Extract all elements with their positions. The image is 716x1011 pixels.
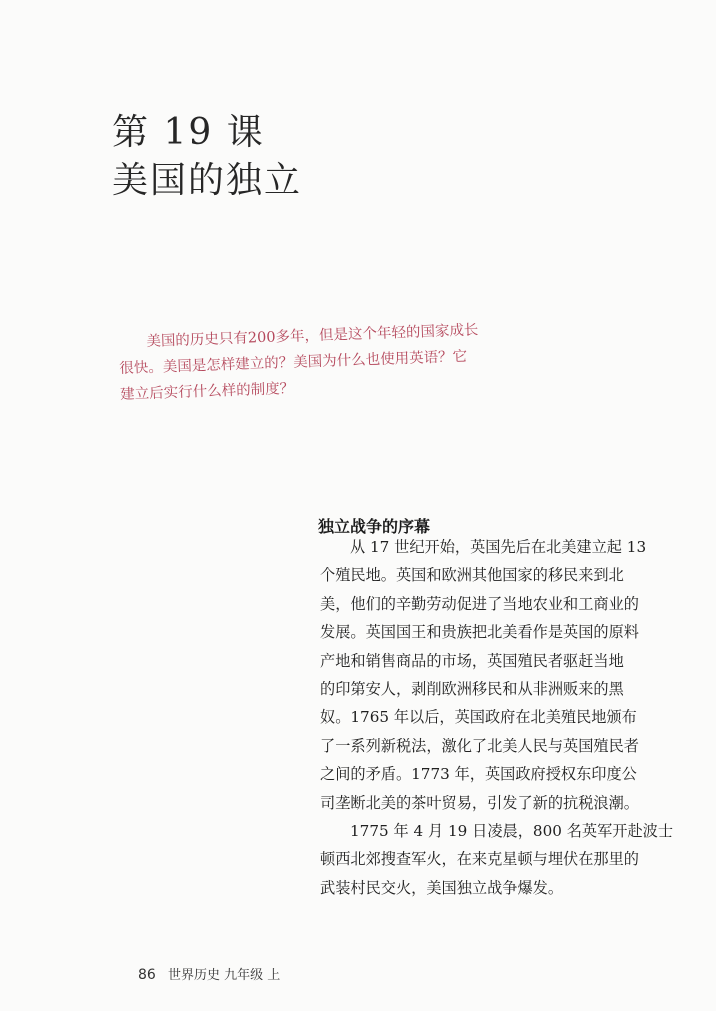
body-line: 的印第安人，剥削欧洲移民和从非洲贩来的黑 [320, 680, 624, 699]
section-heading: 独立战争的序幕 [318, 517, 431, 536]
intro-line: 美国的历史只有200多年，但是这个年轻的国家成长 [146, 322, 479, 351]
intro-line: 很快。美国是怎样建立的？美国为什么也使用英语？它 [119, 348, 468, 377]
body-line: 之间的矛盾。1773 年，英国政府授权东印度公 [320, 765, 637, 784]
lesson-number: 第 19 课 [112, 112, 265, 153]
body-line: 发展。英国国王和贵族把北美看作是英国的原料 [320, 623, 639, 642]
book-title: 世界历史 九年级 上 [167, 968, 281, 983]
body-line: 个殖民地。英国和欧洲其他国家的移民来到北 [320, 566, 624, 585]
body-line: 了一系列新税法，激化了北美人民与英国殖民者 [320, 736, 639, 755]
body-line: 1775 年 4 月 19 日凌晨，800 名英军开赴波士 [350, 822, 674, 841]
intro-line: 建立后实行什么样的制度？ [119, 380, 295, 403]
page-number: 86 [138, 967, 156, 983]
body-line: 顿西北郊搜查军火，在来克星顿与埋伏在那里的 [320, 850, 639, 869]
body-line: 从 17 世纪开始，英国先后在北美建立起 13 [350, 538, 647, 556]
body-line: 武装村民交火，美国独立战争爆发。 [320, 878, 563, 897]
page-footer [138, 964, 280, 983]
body-line: 奴。1765 年以后，英国政府在北美殖民地颁布 [320, 708, 637, 727]
body-line: 司垄断北美的茶叶贸易，引发了新的抗税浪潮。 [320, 793, 639, 812]
body-line: 产地和销售商品的市场，英国殖民者驱赶当地 [320, 651, 624, 670]
body-line: 美，他们的辛勤劳动促进了当地农业和工商业的 [320, 594, 639, 613]
lesson-title: 美国的独立 [112, 160, 303, 201]
intro-note [118, 316, 512, 408]
section-body [320, 533, 705, 902]
